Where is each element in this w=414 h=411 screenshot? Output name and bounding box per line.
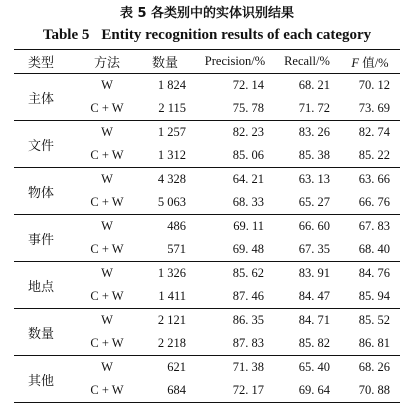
table-caption-chinese: 表 5 各类别中的实体识别结果 [119,6,295,21]
results-table-body [14,74,400,403]
count-cell: 2 121 [157,313,186,327]
recall-cell: 83. 26 [298,125,330,139]
category-cell: 文件 [28,138,55,154]
method-cell: W [101,78,113,92]
header-row [14,50,400,74]
table-row [14,74,400,98]
precision-cell: 82. 23 [232,125,264,139]
count-cell: 621 [167,360,186,374]
count-cell: 1 411 [158,289,186,303]
recall-cell: 84. 47 [298,289,330,303]
method-cell: C + W [90,101,124,115]
category-cell: 数量 [28,326,55,342]
header-method: 方法 [93,56,120,71]
recall-cell: 84. 71 [298,313,330,327]
count-cell: 4 328 [157,172,186,186]
method-cell: W [101,125,113,139]
f-value-cell: 70. 12 [358,78,390,92]
precision-cell: 69. 11 [233,219,264,233]
header-category: 类型 [28,56,55,71]
f-value-cell: 84. 76 [358,266,390,280]
recall-cell: 85. 38 [298,148,330,162]
precision-cell: 87. 46 [232,289,264,303]
precision-cell: 64. 21 [232,172,264,186]
table-row [14,215,400,239]
table-row [14,356,400,380]
f-value-cell: 86. 81 [358,336,390,350]
method-cell: W [101,313,113,327]
header-f-symbol: F [351,55,360,70]
header-f-suffix: 值/% [359,55,389,70]
count-cell: 2 115 [158,101,186,115]
f-value-cell: 85. 22 [358,148,390,162]
f-value-cell: 70. 88 [358,383,390,397]
precision-cell: 72. 17 [232,383,264,397]
count-cell: 684 [167,383,186,397]
category-cell: 主体 [28,91,55,107]
recall-cell: 66. 60 [298,219,330,233]
f-value-cell: 68. 26 [358,360,390,374]
f-value-cell: 82. 74 [358,125,390,139]
precision-cell: 72. 14 [232,78,264,92]
count-cell: 1 257 [157,125,186,139]
table-row [14,309,400,333]
method-cell: W [101,172,113,186]
method-cell: C + W [90,148,124,162]
category-cell: 事件 [28,232,55,248]
precision-cell: 69. 48 [232,242,264,256]
category-cell: 地点 [28,279,55,295]
header-f-value [340,50,400,74]
precision-cell: 71. 38 [232,360,264,374]
method-cell: C + W [90,195,124,209]
count-cell: 5 063 [157,195,186,209]
header-recall: Recall/% [284,54,330,68]
count-cell: 1 326 [157,266,186,280]
method-cell: W [101,219,113,233]
f-value-cell: 63. 66 [358,172,390,186]
header-count: 数量 [151,56,178,71]
method-cell: C + W [90,383,124,397]
precision-cell: 85. 06 [232,148,264,162]
f-value-cell: 67. 83 [358,219,390,233]
count-cell: 571 [167,242,186,256]
results-table [14,49,400,403]
header-precision: Precision/% [204,54,266,68]
recall-cell: 65. 27 [298,195,330,209]
precision-cell: 75. 78 [232,101,264,115]
table-row [14,262,400,286]
method-cell: C + W [90,242,124,256]
precision-cell: 68. 33 [232,195,264,209]
category-cell: 其他 [28,373,55,389]
recall-cell: 63. 13 [298,172,330,186]
table-row [14,168,400,192]
method-cell: W [101,360,113,374]
table-caption-label: Table 5 [42,27,90,43]
count-cell: 1 312 [157,148,186,162]
recall-cell: 68. 21 [298,78,330,92]
recall-cell: 83. 91 [298,266,330,280]
table-row [14,121,400,145]
recall-cell: 85. 82 [298,336,330,350]
table-caption-text: Entity recognition results of each category [101,27,372,43]
category-cell: 物体 [28,185,55,201]
f-value-cell: 66. 76 [358,195,390,209]
f-value-cell: 85. 94 [358,289,390,303]
f-value-cell: 85. 52 [358,313,390,327]
table-caption-english [14,24,400,46]
recall-cell: 65. 40 [298,360,330,374]
method-cell: C + W [90,289,124,303]
recall-cell: 69. 64 [298,383,330,397]
f-value-cell: 73. 69 [358,101,390,115]
count-cell: 486 [167,219,186,233]
recall-cell: 67. 35 [298,242,330,256]
precision-cell: 87. 83 [232,336,264,350]
f-value-cell: 68. 40 [358,242,390,256]
method-cell: C + W [90,336,124,350]
precision-cell: 86. 35 [232,313,264,327]
recall-cell: 71. 72 [298,101,330,115]
count-cell: 2 218 [157,336,186,350]
method-cell: W [101,266,113,280]
precision-cell: 85. 62 [232,266,264,280]
count-cell: 1 824 [157,78,186,92]
